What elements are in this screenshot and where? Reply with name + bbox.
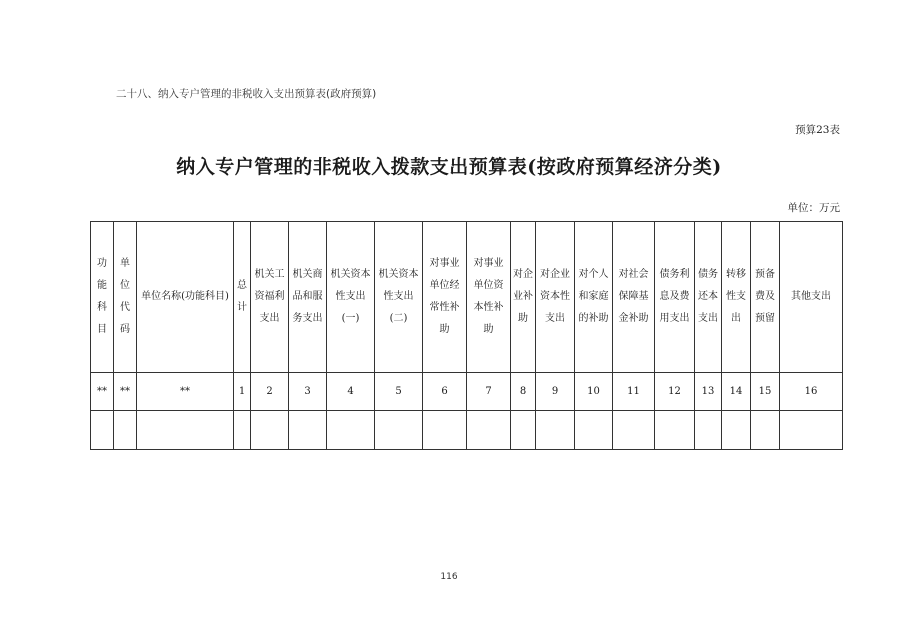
table-cell: 15 <box>751 373 780 411</box>
table-cell: ** <box>137 373 234 411</box>
table-cell <box>695 411 722 450</box>
column-header: 转移性支出 <box>722 222 751 373</box>
table-cell: 3 <box>289 373 327 411</box>
page-number: 116 <box>440 572 458 582</box>
table-cell <box>536 411 575 450</box>
table-cell: 2 <box>251 373 289 411</box>
table-cell <box>375 411 423 450</box>
table-cell: 1 <box>234 373 251 411</box>
column-header: 单位代码 <box>114 222 137 373</box>
column-header: 预备费及预留 <box>751 222 780 373</box>
table-cell <box>234 411 251 450</box>
table-cell: 4 <box>327 373 375 411</box>
column-header: 其他支出 <box>780 222 843 373</box>
table-cell <box>722 411 751 450</box>
table-cell <box>327 411 375 450</box>
table-cell: ** <box>114 373 137 411</box>
table-cell <box>575 411 613 450</box>
page-title: 纳入专户管理的非税收入拨款支出预算表(按政府预算经济分类) <box>176 156 722 178</box>
table-cell: 6 <box>423 373 467 411</box>
unit-label: 单位：万元 <box>787 202 840 214</box>
table-cell <box>251 411 289 450</box>
table-cell <box>751 411 780 450</box>
table-cell <box>655 411 695 450</box>
table-cell <box>423 411 467 450</box>
column-header: 对个人和家庭的补助 <box>575 222 613 373</box>
column-header: 对社会保障基金补助 <box>613 222 655 373</box>
table-cell: 12 <box>655 373 695 411</box>
column-header: 债务还本支出 <box>695 222 722 373</box>
table-cell: 9 <box>536 373 575 411</box>
table-cell: 11 <box>613 373 655 411</box>
column-header: 功能科目 <box>91 222 114 373</box>
table-cell: 13 <box>695 373 722 411</box>
table-cell <box>613 411 655 450</box>
table-cell: 8 <box>511 373 536 411</box>
section-heading: 二十八、纳入专户管理的非税收入支出预算表(政府预算) <box>116 88 377 100</box>
table-header-row <box>91 222 843 373</box>
table-cell <box>289 411 327 450</box>
column-header: 债务利息及费用支出 <box>655 222 695 373</box>
table-cell: ** <box>91 373 114 411</box>
table-cell: 7 <box>467 373 511 411</box>
table-cell: 5 <box>375 373 423 411</box>
table-cell <box>91 411 114 450</box>
table-cell <box>780 411 843 450</box>
table-cell <box>511 411 536 450</box>
table-cell: 10 <box>575 373 613 411</box>
column-header: 单位名称(功能科目) <box>137 222 234 373</box>
table-cell <box>137 411 234 450</box>
column-header: 对事业单位经常性补助 <box>423 222 467 373</box>
table-empty-row <box>91 411 843 450</box>
column-header: 机关工资福利支出 <box>251 222 289 373</box>
column-header: 机关资本性支出(二) <box>375 222 423 373</box>
column-header: 对事业单位资本性补助 <box>467 222 511 373</box>
column-header: 机关商品和服务支出 <box>289 222 327 373</box>
table-number: 预算23表 <box>795 124 840 136</box>
table-index-row <box>91 373 843 411</box>
column-header: 对企业补助 <box>511 222 536 373</box>
table-cell: 16 <box>780 373 843 411</box>
column-header: 总计 <box>234 222 251 373</box>
column-header: 对企业资本性支出 <box>536 222 575 373</box>
table-cell: 14 <box>722 373 751 411</box>
budget-table <box>90 221 843 450</box>
table-cell <box>467 411 511 450</box>
column-header: 机关资本性支出(一) <box>327 222 375 373</box>
table-cell <box>114 411 137 450</box>
